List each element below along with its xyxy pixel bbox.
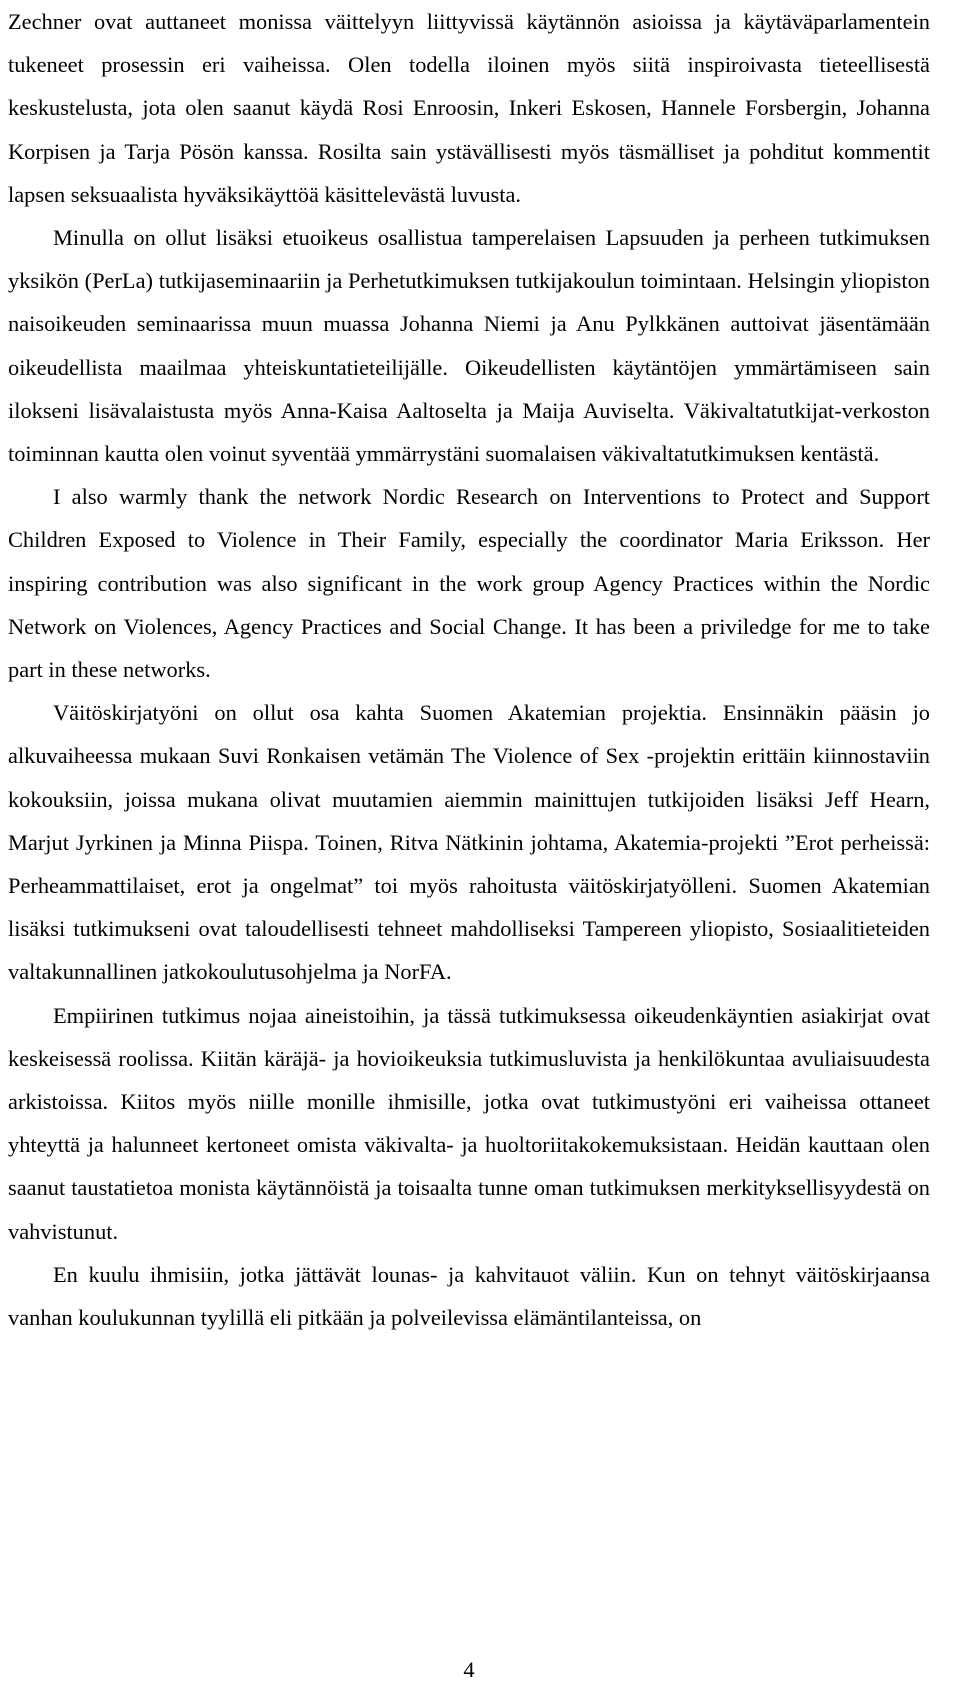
document-page bbox=[8, 0, 930, 1705]
paragraph-acknowledgements-6: En kuulu ihmisiin, jotka jättävät lounas- ja kahvitauot väliin. Kun on tehnyt väitöskirjaansa vanhan koulukunnan tyylillä eli pitkään ja polveilevissa elämäntilanteissa, on bbox=[8, 1261, 930, 1331]
paragraph-acknowledgements-2: Minulla on ollut lisäksi etuoikeus osallistua tamperelaisen Lapsuuden ja perheen tutkimuksen yksikön (PerLa) tutkijaseminaariin ja Perhetutkimuksen tutkijakoulun toimintaan. Helsingin yliopiston naisoikeuden seminaarissa muun muassa Johanna Niemi ja Anu Pylkkänen auttoivat jäsentämään oikeudellista maailmaa yhteiskuntatieteilijälle. Oikeudellisten käytäntöjen ymmärtämiseen sain ilokseni lisävalaistusta myös Anna-Kaisa Aaltoselta ja Maija Auviselta. Väkivaltatutkijat-verkoston toiminnan kautta olen voinut syventää ymmärrystäni suomalaisen väkivaltatutkimuksen kentästä. bbox=[8, 225, 930, 467]
paragraph-acknowledgements-4: Väitöskirjatyöni on ollut osa kahta Suomen Akatemian projektia. Ensinnäkin pääsin jo alkuvaiheessa mukaan Suvi Ronkaisen vetämän The Violence of Sex -projektin erittäin kiinnostaviin kokouksiin, joissa mukana olivat muutamien aiemmin mainittujen tutkijoiden lisäksi Jeff Hearn, Marjut Jyrkinen ja Minna Piispa. Toinen, Ritva Nätkinin johtama, Akatemia-projekti ”Erot perheissä: Perheammattilaiset, erot ja ongelmat” toi myös rahoitusta väitöskirjatyölleni. Suomen Akatemian lisäksi tutkimukseni ovat taloudellisesti tehneet mahdolliseksi Tampereen yliopisto, Sosiaalitieteiden valtakunnallinen jatkokoulutusohjelma ja NorFA. bbox=[8, 700, 930, 985]
paragraph-acknowledgements-1: Zechner ovat auttaneet monissa väittelyyn liittyvissä käytännön asioissa ja käytäväparlamentein tukeneet prosessin eri vaiheissa. Olen todella iloinen myös siitä inspiroivasta tieteellisestä keskustelusta, jota olen saanut käydä Rosi Enroosin, Inkeri Eskosen, Hannele Forsbergin, Johanna Korpisen ja Tarja Pösön kanssa. Rosilta sain ystävällisesti myös täsmälliset ja pohditut kommentit lapsen seksuaalista hyväksikäyttöä käsittelevästä luvusta. bbox=[8, 9, 930, 207]
paragraph-acknowledgements-3: I also warmly thank the network Nordic Research on Interventions to Protect and Support Children Exposed to Violence in Their Family, especially the coordinator Maria Eriksson. Her inspiring contribution was also significant in the work group Agency Practices within the Nordic Network on Violences, Agency Practices and Social Change. It has been a priviledge for me to take part in these networks. bbox=[8, 484, 930, 683]
paragraph-acknowledgements-5: Empiirinen tutkimus nojaa aineistoihin, ja tässä tutkimuksessa oikeudenkäyntien asiakirjat ovat keskeisessä roolissa. Kiitän käräjä- ja hovioikeuksia tutkimusluvista ja henkilökuntaa avuliaisuudesta arkistoissa. Kiitos myös niille monille ihmisille, jotka ovat tutkimustyöni eri vaiheissa ottaneet yhteyttä ja halunneet kertoneet omista väkivalta- ja huoltoriitakokemuksistaan. Heidän kauttaan olen saanut taustatietoa monista käytännöistä ja toisaalta tunne oman tutkimuksen merkityksellisyydestä on vahvistunut. bbox=[8, 1002, 930, 1244]
page-number: 4 bbox=[463, 1657, 475, 1682]
